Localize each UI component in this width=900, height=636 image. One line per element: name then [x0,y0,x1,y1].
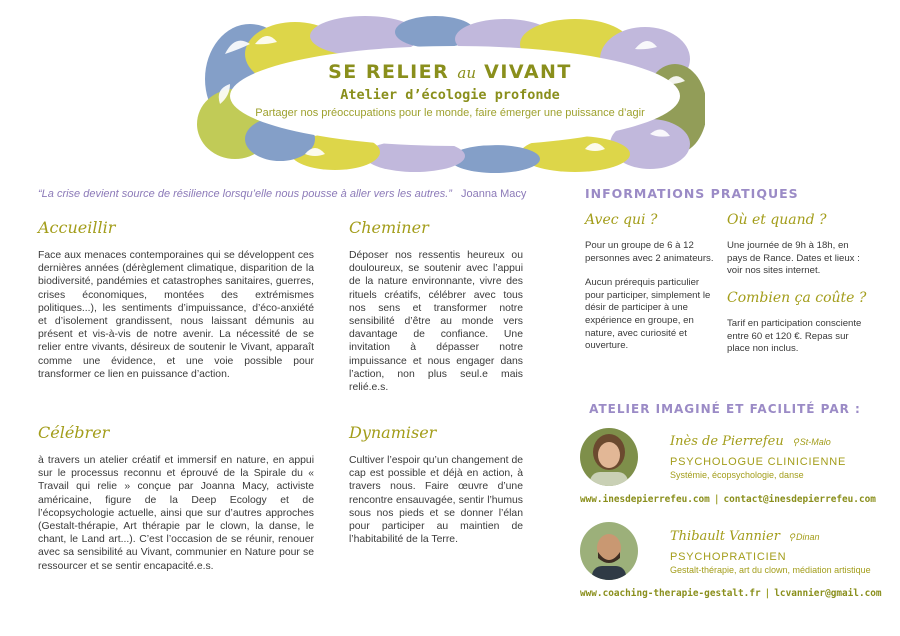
header-banner [195,14,705,174]
facilitators-heading: ATELIER IMAGINÉ ET FACILITÉ PAR : [589,402,861,416]
location-pin-icon: ⚲ [792,437,799,447]
section-title: Accueillir [38,218,116,237]
info-cout [727,290,867,356]
facilitator-2 [670,527,880,575]
facilitator-2-links: www.coaching-therapie-gestalt.fr | lcvannier@gmail.com [580,588,882,599]
info-text: Pour un groupe de 6 à 12 personnes avec 2 animateurs. [585,240,714,264]
section-title: Dynamiser [349,423,437,442]
section-title: Célébrer [38,423,110,442]
section-dynamiser [349,423,523,546]
section-celebrer [38,423,314,573]
person-name: Thibault Vannier [670,529,780,544]
website-link[interactable]: www.coaching-therapie-gestalt.fr [580,588,761,599]
facilitator-1 [670,432,870,480]
info-subtitle: Avec qui ? [585,212,658,228]
section-body: à travers un atelier créatif et immersif en nature, en appui sur le processus reconnu et éprouvé de la Spirale du « Travail qui relie » conçue par Joanna Macy, activiste américaine, figure de la Deep Ecology et de l’écopsychologie actuelle, ainsi que sur d’autres approches (Gestalt-thérapie, Art thérapie par le clown, la danse, le chant, le Land art...). C’est l’occasion de se réunir, renouer avec sa sensibilité au Vivant, communier en Nature pour se ressourcer et se sentir encapacité.e.s. [38,455,314,572]
quote-text: “La crise devient source de résilience lorsqu’elle nous pousse à aller vers les autres.” [38,188,452,200]
main-title: SE RELIER au VIVANT [328,61,572,83]
section-accueillir [38,218,314,381]
subtitle: Atelier d’écologie profonde [340,87,560,103]
info-subtitle: Où et quand ? [727,212,827,228]
info-text: Tarif en participation consciente entre 60 et 120 €. Repas sur place non inclus. [727,318,862,355]
section-body: Face aux menaces contemporaines qui se développent ces dernières années (dérèglement climatique, disparition de la biodiversité, pandémies et catastrophes sanitaires, guerres, crises économiques, montées des extrémismes politiques...), les sentiments d’impuissance, d’éco-anxiété et d’isolement grandissent, nous laissant démunis au présent et vis-à-vis de notre avenir. La nécessité de se relier entre vivants, désireux de soutenir le Vivant, apparaît comme une évidence, et une voie possible pour transformer ce lien en puissance d’action. [38,250,314,380]
tagline: Partager nos préoccupations pour le monde, faire émerger une puissance d’agir [255,107,645,119]
section-title: Cheminer [349,218,429,237]
section-body: Déposer nos ressentis heureux ou douloureux, se soutenir avec l’appui de la nature environnante, vivre des rituels créatifs, célébrer avec tous nos sens et transformer notre sensibilité d’être au monde vers davantage de confiance. Une invitation à dépasser notre impuissance et nous engager dans l’action, non plus seul.e mais relié.e.s. [349,250,523,394]
email-link[interactable]: contact@inesdepierrefeu.com [723,494,876,505]
section-body: Cultiver l’espoir qu’un changement de cap est possible et déjà en action, à travers nous. Faire œuvre d’une rencontre ensauvagée, sentir l’humus sous nos pieds et se donner l’élan pour participer au maintien de l’habitabilité de la Terre. [349,455,523,546]
info-text: Aucun prérequis particulier pour participer, simplement le désir de participer à une expérience en groupe, en nature, avec curiosité et ouverture. [585,277,711,352]
person-city: Dinan [795,532,820,542]
person-name: Inès de Pierrefeu [670,434,784,449]
avatar [580,428,638,486]
person-desc: Systémie, écopsychologie, danse [670,470,804,480]
email-link[interactable]: lcvannier@gmail.com [774,588,882,599]
facilitator-1-links: www.inesdepierrefeu.com | contact@inesdepierrefeu.com [580,494,876,505]
location-pin-icon: ⚲ [788,532,795,542]
info-subtitle: Combien ça coûte ? [727,290,867,306]
person-desc: Gestalt-thérapie, art du clown, médiation artistique [670,565,871,575]
website-link[interactable]: www.inesdepierrefeu.com [580,494,710,505]
info-ou-quand [727,212,867,278]
person-role: PSYCHOLOGUE CLINICIENNE [670,456,847,468]
info-heading: INFORMATIONS PRATIQUES [585,186,799,201]
quote [38,188,528,200]
avatar [580,522,638,580]
section-cheminer [349,218,523,394]
quote-author: Joanna Macy [461,188,527,200]
person-role: PSYCHOPRATICIEN [670,551,787,563]
info-text: Une journée de 9h à 18h, en pays de Rance. Dates et lieux : voir nos sites internet. [727,240,860,277]
info-avec-qui [585,212,720,353]
person-city: St-Malo [799,437,831,447]
